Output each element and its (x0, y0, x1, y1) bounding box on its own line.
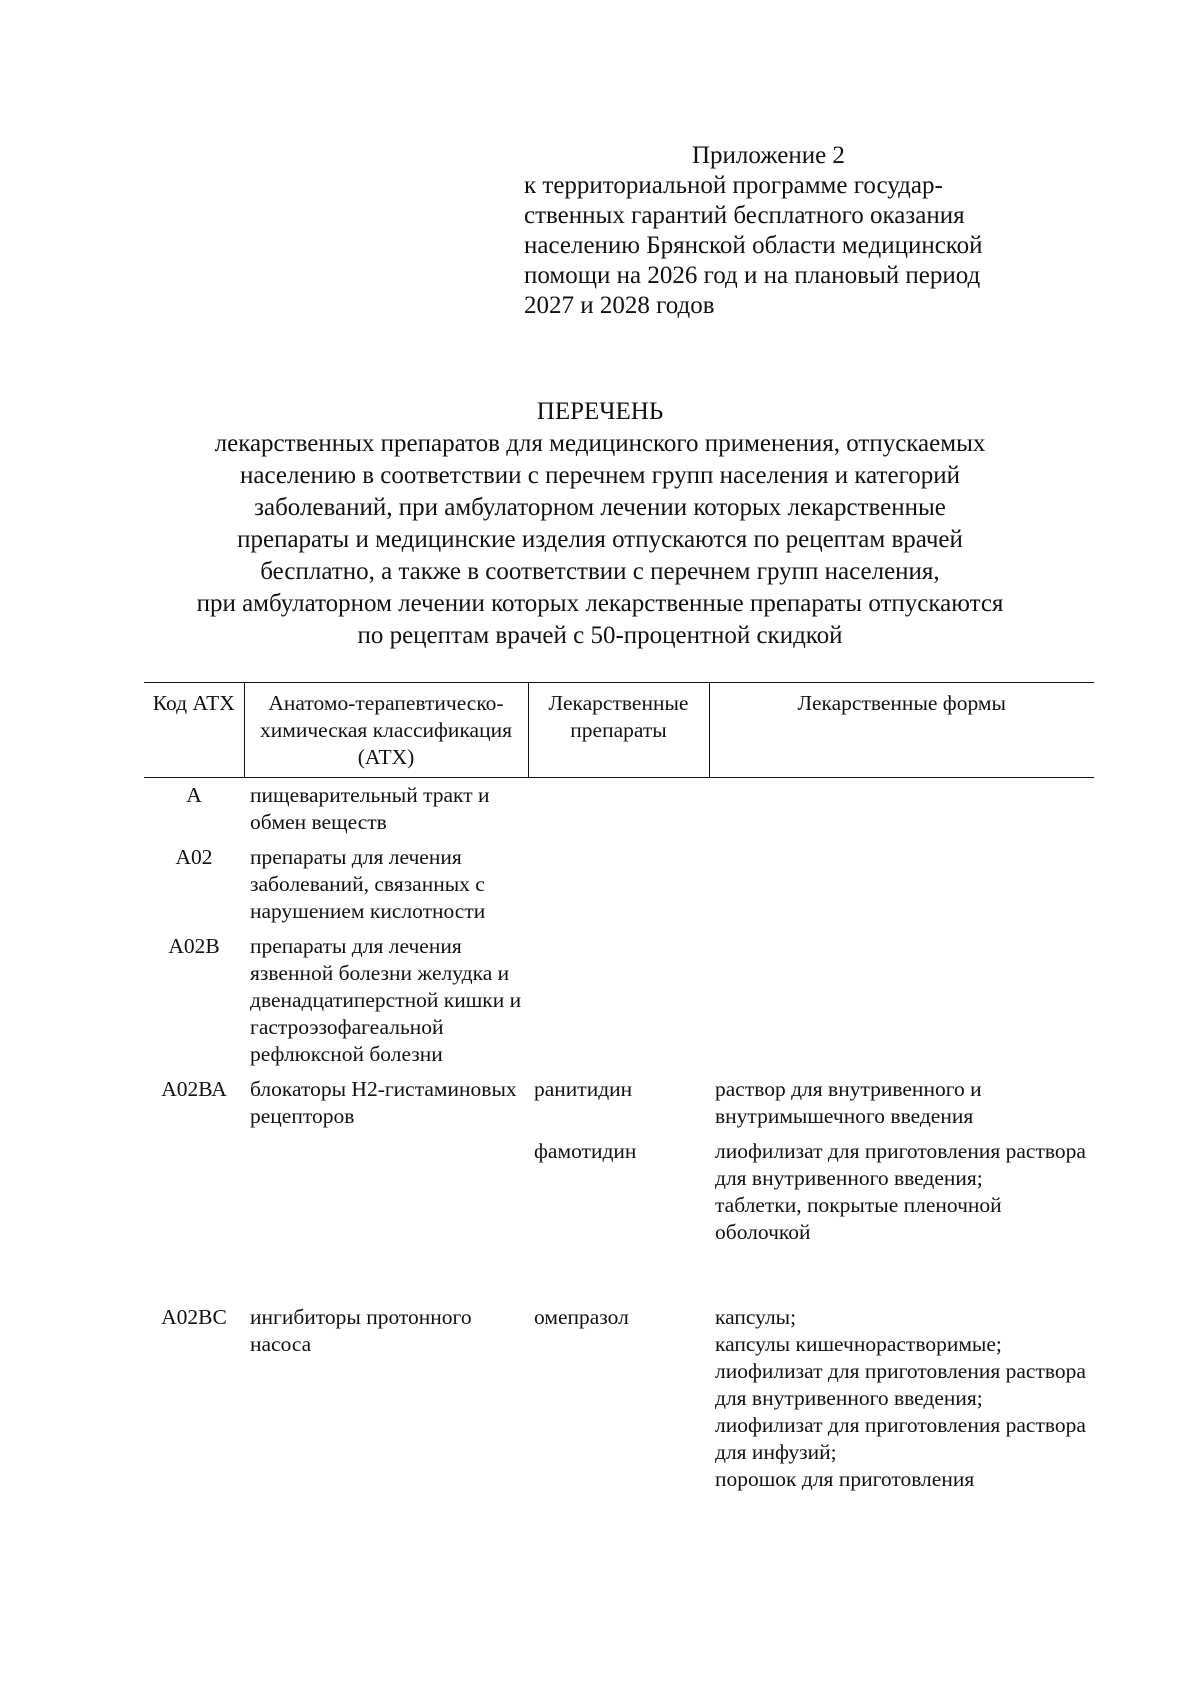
drug-forms (709, 778, 1094, 841)
subtitle-line: препараты и медицинские изделия отпускаются по рецептам врачей (237, 526, 963, 553)
atc-code: А02ВА (161, 1077, 227, 1101)
atc-code: А02 (175, 845, 213, 869)
drug-name: омепразол (534, 1305, 629, 1329)
atc-code: А (186, 783, 202, 807)
atc-code: А02В (168, 934, 220, 958)
appendix-line: населению Брянской области медицинской (524, 232, 983, 259)
appendix-line: ственных гарантий бесплатного оказания (524, 202, 965, 229)
subtitle-line: лекарственных препаратов для медицинского применения, отпускаемых (214, 430, 986, 457)
atc-code (144, 1134, 244, 1300)
drug-forms (709, 1072, 1094, 1134)
atc-classification: ингибиторы протонного насоса (250, 1305, 472, 1356)
appendix-title: Приложение 2 (692, 142, 845, 169)
table-row (144, 1300, 1094, 1497)
header-forms: Лекарственные формы (709, 683, 1094, 778)
drug-forms (709, 929, 1094, 1072)
atc-code: А02ВС (161, 1305, 227, 1329)
table-row (144, 929, 1094, 1072)
subtitle-line: населению в соответствии с перечнем групп населения и категорий (240, 462, 960, 489)
drug-form: лиофилизат для приготовления раствора для инфузий; (715, 1413, 1086, 1464)
subtitle-line: заболеваний, при амбулаторном лечении которых лекарственные (254, 494, 946, 521)
atc-classification (244, 1134, 528, 1300)
drug-name: фамотидин (534, 1139, 637, 1163)
header-code: Код АТХ (152, 691, 235, 715)
atc-classification: препараты для лечения заболеваний, связанных с нарушением кислотности (250, 845, 486, 923)
header-classification: Анатомо-терапевтическо-химическая классификация (АТХ) (244, 683, 528, 778)
table-row (144, 1134, 1094, 1300)
drug-form: лиофилизат для приготовления раствора для внутривенного введения; (715, 1359, 1086, 1410)
drug-name (528, 929, 709, 1072)
atc-classification: пищеварительный тракт и обмен веществ (250, 783, 490, 834)
appendix-line: 2027 и 2028 годов (524, 292, 715, 319)
subtitle-line: бесплатно, а также в соответствии с перечнем групп населения, (260, 558, 940, 585)
table-row (144, 1072, 1094, 1134)
drug-form: капсулы; (715, 1305, 797, 1329)
document-title-block (100, 396, 1100, 652)
subtitle-line: при амбулаторном лечении которых лекарственные препараты отпускаются (196, 590, 1004, 617)
drug-forms (709, 840, 1094, 929)
table-row (144, 840, 1094, 929)
drug-forms (709, 1300, 1094, 1497)
table-row (144, 778, 1094, 841)
drug-form: таблетки, покрытые пленочной оболочкой (715, 1193, 1002, 1244)
drug-forms (709, 1134, 1094, 1300)
atc-table (144, 682, 1094, 1497)
appendix-header (524, 141, 1084, 321)
subtitle-line: по рецептам врачей с 50-процентной скидкой (357, 622, 843, 649)
drug-form: лиофилизат для приготовления раствора для внутривенного введения; (715, 1139, 1086, 1190)
atc-classification: блокаторы Н2-гистаминовых рецепторов (250, 1077, 517, 1128)
atc-classification: препараты для лечения язвенной болезни желудка и двенадцатиперстной кишки и гастроэзофагеальной рефлюксной болезни (250, 934, 522, 1066)
header-drugs: Лекарственные препараты (528, 683, 709, 778)
appendix-line: к территориальной программе государ- (524, 172, 943, 199)
table-header-row (144, 683, 1094, 778)
appendix-line: помощи на 2026 год и на плановый период (524, 262, 981, 289)
document-title: ПЕРЕЧЕНЬ (536, 398, 664, 425)
drug-form: порошок для приготовления (715, 1467, 975, 1491)
drug-form: раствор для внутривенного и внутримышечного введения (715, 1077, 982, 1128)
drug-name (528, 840, 709, 929)
drug-name: ранитидин (534, 1077, 633, 1101)
drug-name (528, 778, 709, 841)
drug-form: капсулы кишечнорастворимые; (715, 1332, 1002, 1356)
